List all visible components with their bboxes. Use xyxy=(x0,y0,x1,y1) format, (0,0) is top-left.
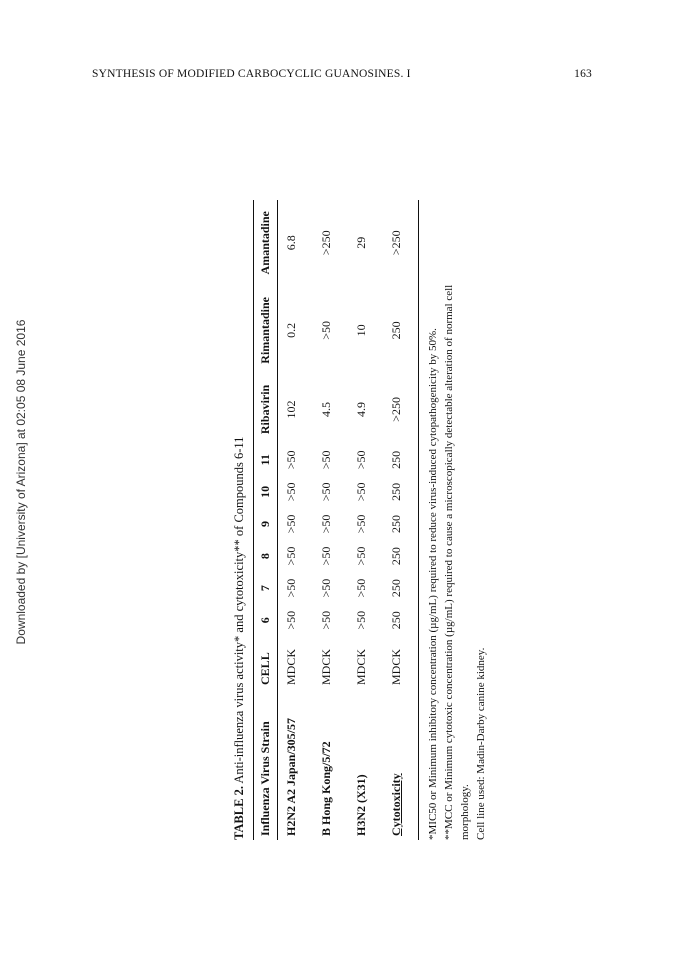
cell-value: >50 xyxy=(284,610,298,630)
row-cell: MDCK xyxy=(284,648,298,685)
download-watermark: Downloaded by [University of Arizona] at 02:05 08 June 2016 xyxy=(14,319,28,645)
table-caption-label: TABLE 2. xyxy=(232,786,246,840)
table-header-row xyxy=(254,200,278,840)
footnote-mcc-cont: morphology. xyxy=(459,784,471,840)
cell-value: >50 xyxy=(319,320,333,340)
cell-value: >50 xyxy=(284,514,298,534)
cell-value: 250 xyxy=(383,604,419,636)
col-strain: Influenza Virus Strain xyxy=(254,689,278,840)
footnote-mic: *MIC50 or Minimum inhibitory concentration (µg/mL) required to reduce virus-induced cytopathogenicity by 50%. xyxy=(427,328,439,840)
cell-value: >250 xyxy=(319,230,333,256)
cell-value: >50 xyxy=(354,546,368,566)
cell-value: 4.5 xyxy=(319,401,333,417)
cell-value: >50 xyxy=(284,546,298,566)
table-row xyxy=(278,200,314,840)
col-7: 7 xyxy=(254,572,278,604)
cell-value: >50 xyxy=(284,450,298,470)
table-row xyxy=(383,200,419,840)
footnote-mcc: **MCC or Minimum cytotoxic concentration (µg/mL) required to cause a microscopically detectable alteration of normal cell xyxy=(443,284,455,840)
cell-value: >50 xyxy=(319,610,333,630)
cell-value: >50 xyxy=(319,450,333,470)
cell-value: 6.8 xyxy=(284,235,298,251)
col-11: 11 xyxy=(254,444,278,476)
row-strain: H2N2 A2 Japan/305/57 xyxy=(284,717,298,836)
row-strain: Cytotoxicity xyxy=(383,689,419,840)
row-cell: MDCK xyxy=(319,648,333,685)
cell-value: >50 xyxy=(319,482,333,502)
cell-value: 250 xyxy=(383,508,419,540)
cell-value: >50 xyxy=(284,482,298,502)
col-10: 10 xyxy=(254,476,278,508)
cell-value: >50 xyxy=(319,546,333,566)
cell-value: 250 xyxy=(383,476,419,508)
cell-value: 250 xyxy=(383,444,419,476)
cell-value: 102 xyxy=(284,400,298,419)
table-caption xyxy=(232,140,247,840)
cell-value: >50 xyxy=(354,578,368,598)
activity-table xyxy=(253,200,419,840)
cell-value: >50 xyxy=(284,578,298,598)
cell-value: >250 xyxy=(383,375,419,444)
cell-value: 29 xyxy=(354,236,368,249)
cell-value: 250 xyxy=(383,540,419,572)
table-caption-text: Anti-influenza virus activity* and cytotoxicity** of Compounds 6-11 xyxy=(232,436,246,784)
cell-value: >50 xyxy=(354,514,368,534)
cell-value: 250 xyxy=(383,572,419,604)
row-cell: MDCK xyxy=(383,636,419,689)
cell-value: 4.9 xyxy=(354,401,368,417)
rotated-table-block xyxy=(232,140,487,840)
cell-value: >250 xyxy=(383,200,419,286)
cell-value: 250 xyxy=(383,286,419,375)
cell-value: >50 xyxy=(319,578,333,598)
table-row xyxy=(348,200,383,840)
col-ribavirin: Ribavirin xyxy=(254,375,278,444)
cell-value: >50 xyxy=(354,610,368,630)
cell-value: >50 xyxy=(319,514,333,534)
cell-value: 10 xyxy=(354,324,368,337)
col-8: 8 xyxy=(254,540,278,572)
cell-value: 0.2 xyxy=(284,322,298,338)
row-strain: B Hong Kong/5/72 xyxy=(319,741,333,836)
running-title: SYNTHESIS OF MODIFIED CARBOCYCLIC GUANOSINES. I xyxy=(92,68,411,80)
page-number: 163 xyxy=(574,68,592,80)
row-strain: H3N2 (X31) xyxy=(354,774,368,836)
row-cell: MDCK xyxy=(354,648,368,685)
col-6: 6 xyxy=(254,604,278,636)
table-footnotes xyxy=(425,200,489,840)
footnote-cell-line: Cell line used: Madin-Darby canine kidney. xyxy=(475,647,487,840)
cell-value: >50 xyxy=(354,450,368,470)
col-amantadine: Amantadine xyxy=(254,200,278,286)
cell-value: >50 xyxy=(354,482,368,502)
table-row xyxy=(313,200,348,840)
col-rimantadine: Rimantadine xyxy=(254,286,278,375)
col-cell: CELL xyxy=(254,636,278,689)
col-9: 9 xyxy=(254,508,278,540)
